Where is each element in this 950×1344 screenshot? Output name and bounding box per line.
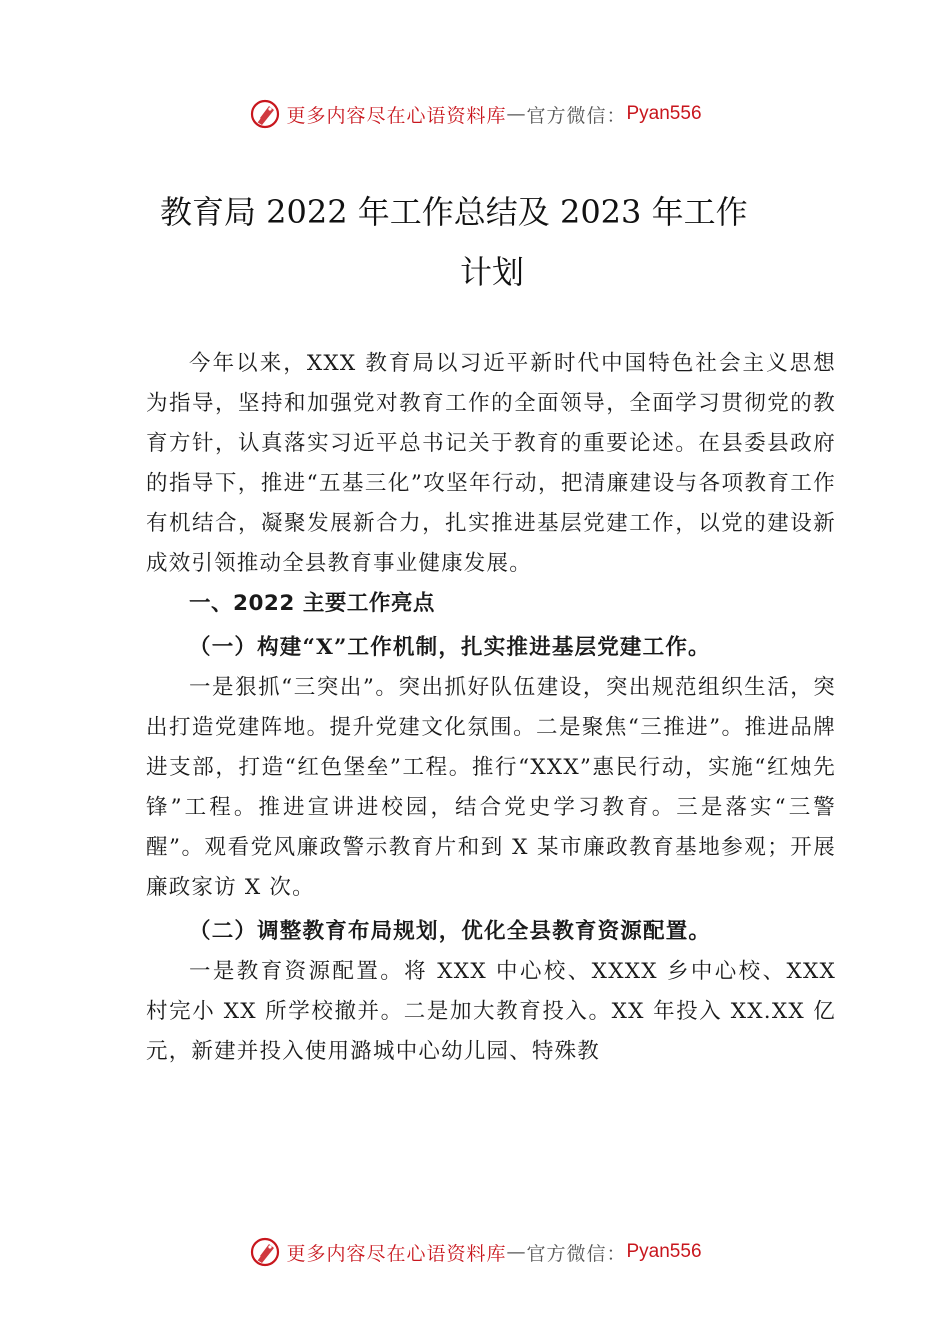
document-body — [146, 344, 836, 1072]
subsection2-body: 一是教育资源配置。将 XXX 中心校、XXXX 乡中心校、XXX 村完小 XX 所学校撤并。二是加大教育投入。XX 年投入 XX.XX 亿元，新建并投入使用潞城中心幼儿园、特殊教 — [146, 959, 836, 1064]
footer-watermark — [0, 1232, 950, 1272]
subsection2-heading: （二）调整教育布局规划，优化全县教育资源配置。 — [189, 919, 712, 944]
subsection1-body: 一是狠抓“三突出”。突出抓好队伍建设，突出规范组织生活，突出打造党建阵地。提升党建文化氛围。二是聚焦“三推进”。推进品牌进支部，打造“红色堡垒”工程。推行“XXX”惠民行动，实施“红烛先锋”工程。推进宣讲进校园，结合党史学习教育。三是落实“三警醒”。观看党风廉政警示教育片和到 X 某市廉政教育基地参观；开展廉政家访 X 次。 — [146, 675, 836, 900]
watermark-wechat-label: 官方微信： — [526, 1242, 627, 1265]
watermark-brand-text: 更多内容尽在心语资料库 — [286, 104, 507, 127]
document-title-line2: 计划 — [460, 253, 525, 291]
watermark-separator: — — [506, 103, 527, 125]
intro-paragraph: 今年以来，XXX 教育局以习近平新时代中国特色社会主义思想为指导，坚持和加强党对教育工作的全面领导，全面学习贯彻党的教育方针，认真落实习近平总书记关于教育的重要论述。在县委县政府的指导下，推进“五基三化”攻坚年行动，把清廉建设与各项教育工作有机结合，凝聚发展新合力，扎实推进基层党建工作，以党的建设新成效引领推动全县教育事业健康发展。 — [146, 351, 836, 576]
watermark-separator: — — [506, 1241, 527, 1263]
watermark-wechat-id: Pyan556 — [626, 1241, 702, 1262]
subsection1-heading: （一）构建“X”工作机制，扎实推进基层党建工作。 — [189, 635, 711, 660]
pen-nib-circle-icon — [248, 97, 282, 131]
header-watermark — [0, 94, 950, 134]
section1-heading: 一、2022 主要工作亮点 — [189, 591, 435, 616]
document-title-line1: 教育局 2022 年工作总结及 2023 年工作 — [160, 193, 748, 231]
watermark-wechat-label: 官方微信： — [526, 104, 627, 127]
watermark-brand-text: 更多内容尽在心语资料库 — [286, 1242, 507, 1265]
pen-nib-circle-icon — [248, 1235, 282, 1269]
watermark-wechat-id: Pyan556 — [626, 103, 702, 124]
